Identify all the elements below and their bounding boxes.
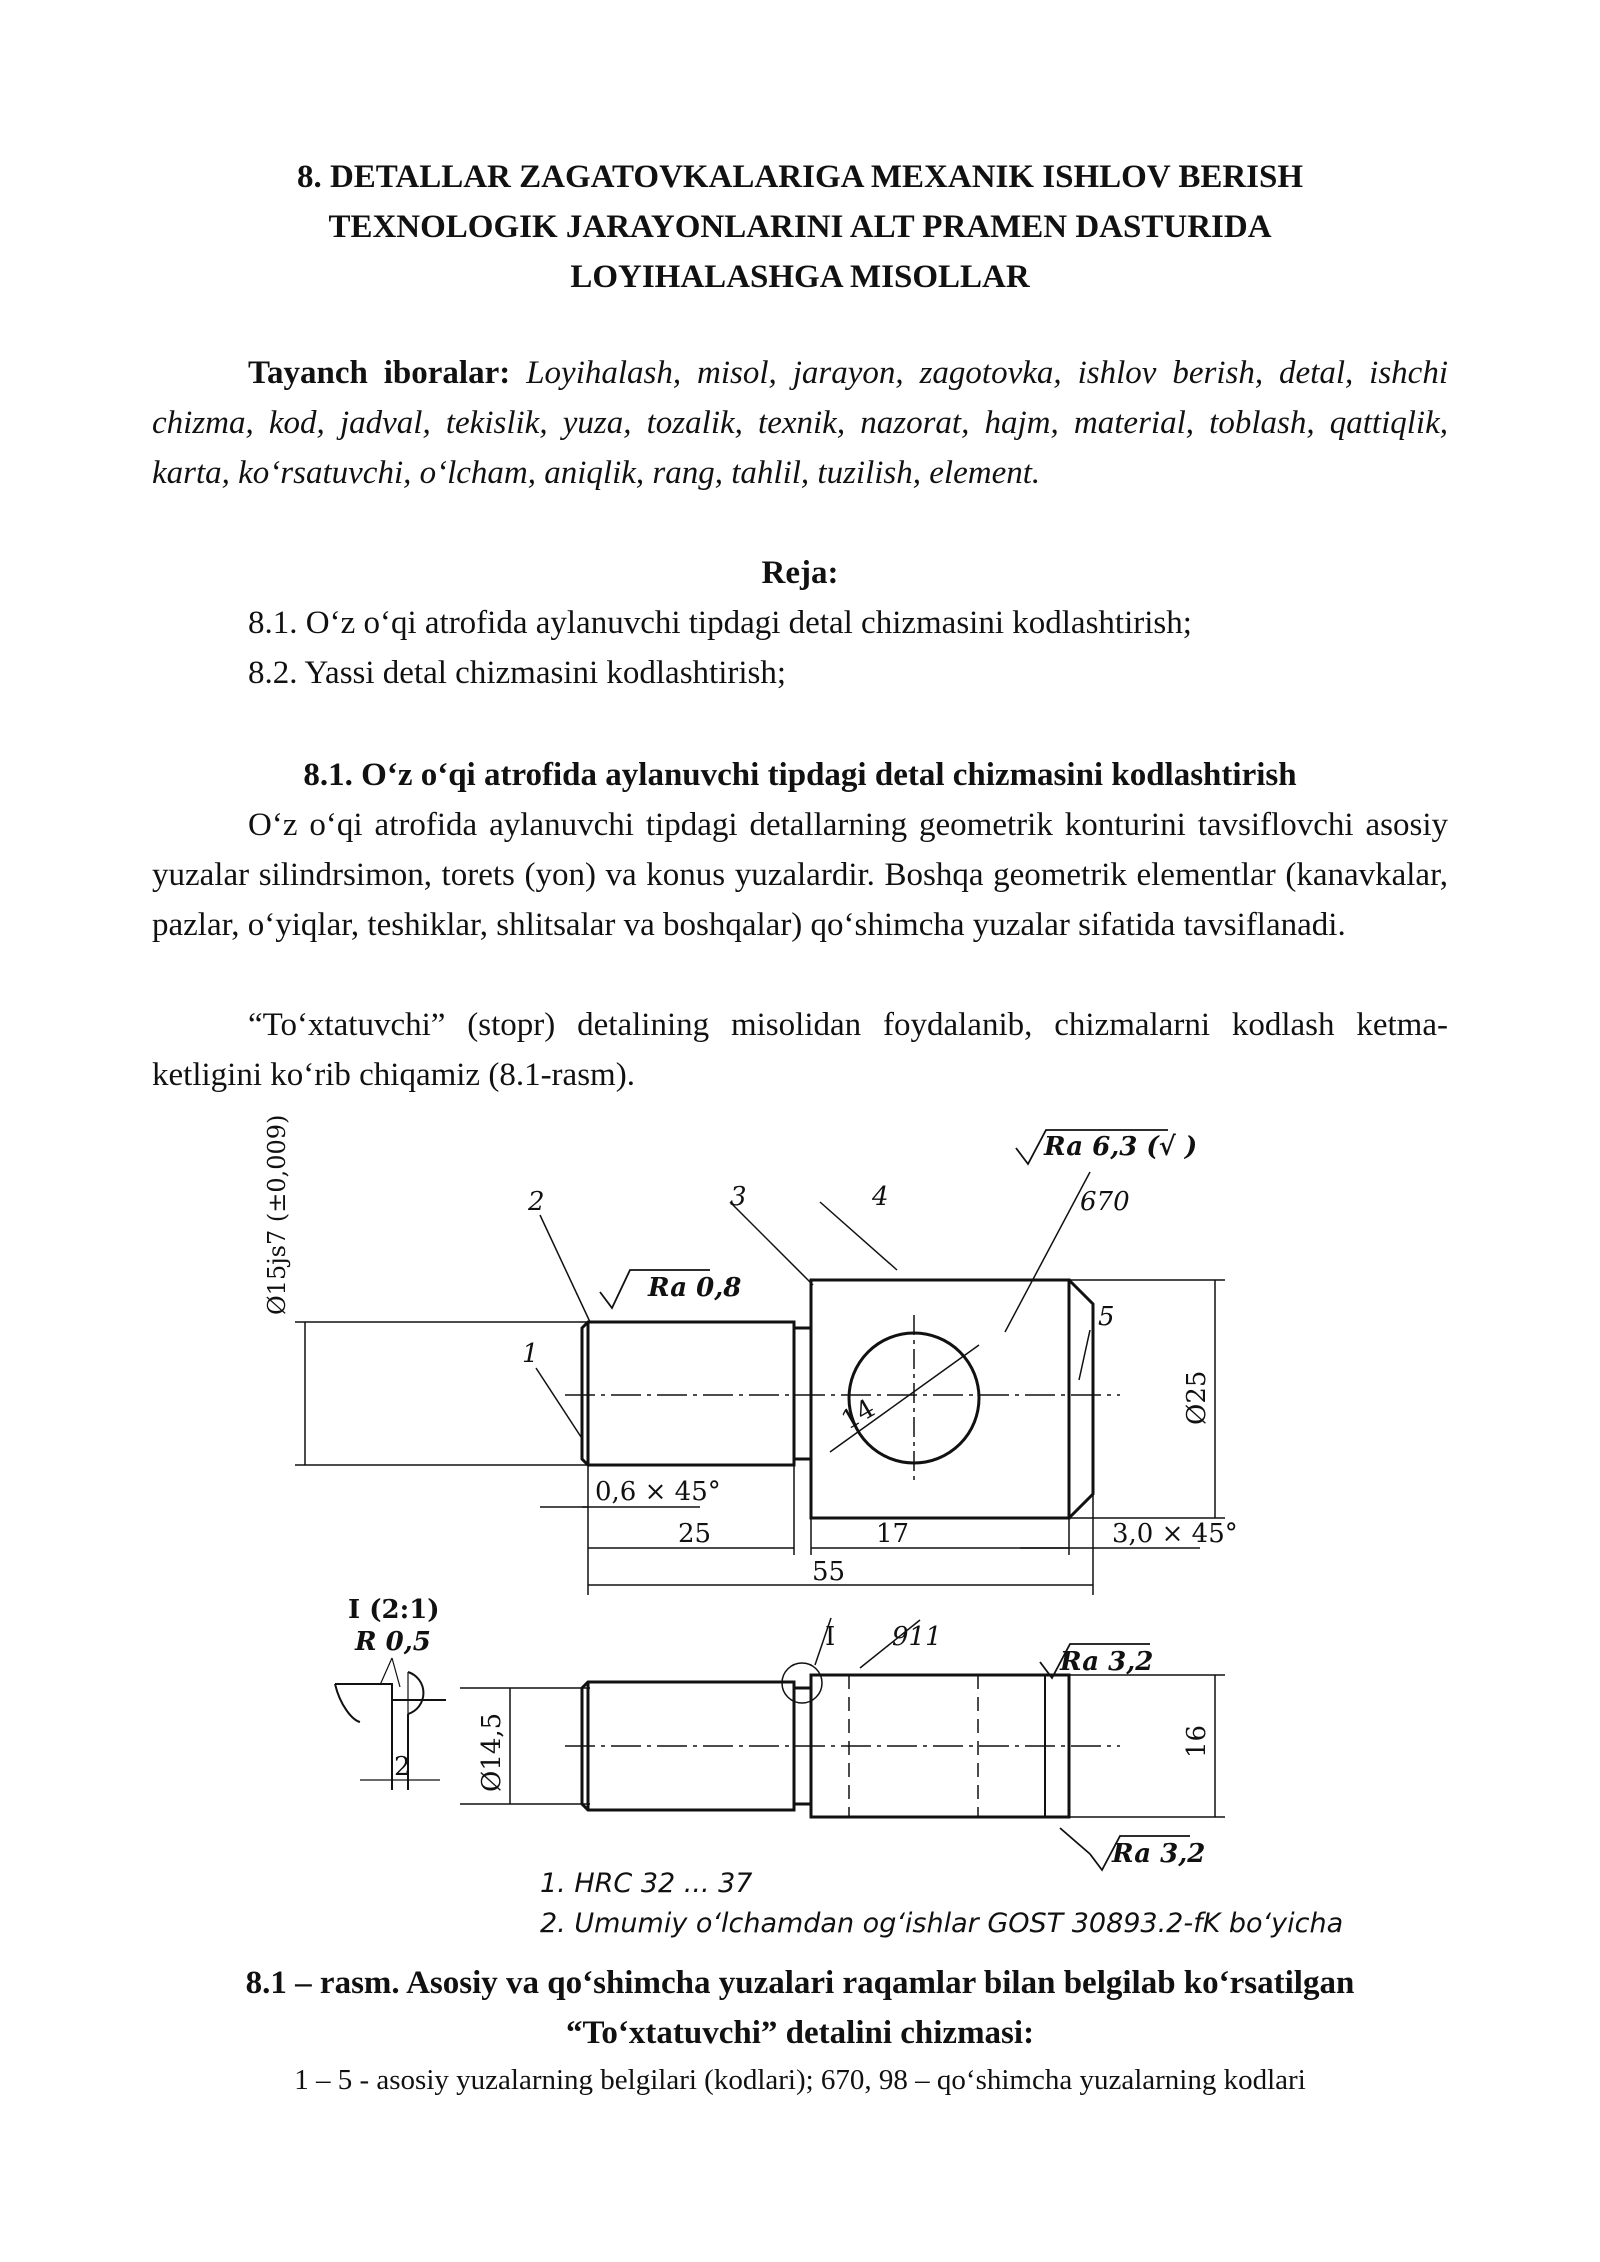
plan-item: 8.2. Yassi detal chizmasini kodlashtirish; <box>248 655 787 691</box>
code-911-label: 911 <box>892 1622 942 1652</box>
radius-14-label: 14 <box>836 1393 881 1437</box>
detail-mark-label: I <box>825 1622 836 1652</box>
detail-view <box>335 1658 446 1790</box>
dim-2-label: 2 <box>394 1752 411 1782</box>
detail-radius-label: R 0,5 <box>355 1627 431 1657</box>
surface-number-3: 3 <box>730 1182 747 1212</box>
surface-number-1: 1 <box>522 1339 539 1369</box>
figure-caption <box>152 1958 1448 2058</box>
dim-16-label: 16 <box>1182 1724 1212 1758</box>
dim-d15 <box>295 1322 590 1465</box>
chapter-title-line: TEXNOLOGIK JARAYONLARINI ALT PRAMEN DASTURIDA <box>328 209 1272 245</box>
keywords-text: Loyihalash, misol, jarayon, zagotovka, ishlov berish, detal, ishchi chizma, kod, jadval, tekislik, yuza, tozalik, texnik, nazorat, hajm, material, toblash, qattiqlik, karta, ko‘rsatuvchi, o‘lcham, aniqlik, rang, tahlil, tuzilish, element. <box>152 355 1449 491</box>
figure-note: 1 – 5 - asosiy yuzalarning belgilari (kodlari); 670, 98 – qo‘shimcha yuzalarning kodlari <box>294 2064 1306 2096</box>
ra-08-label: Ra 0,8 <box>648 1273 742 1303</box>
detail-title-label: I (2:1) <box>348 1595 440 1625</box>
dim-17-label: 17 <box>876 1519 910 1549</box>
chamfer-30-label: 3,0 × 45° <box>1112 1519 1238 1549</box>
technical-drawing <box>263 1110 1344 1960</box>
figure-caption-line: 8.1 – rasm. Asosiy va qo‘shimcha yuzalari raqamlar bilan belgilab ko‘rsatilgan <box>245 1965 1355 2001</box>
surface-number-5: 5 <box>1098 1302 1115 1332</box>
ra-32-label: Ra 3,2 <box>1060 1647 1154 1677</box>
diameter-15-label: Ø15js7 (±0,009) <box>263 1114 291 1315</box>
dim-55-label: 55 <box>812 1557 846 1587</box>
diameter-25-label: Ø25 <box>1182 1370 1212 1425</box>
note-1: 1. HRC 32 ... 37 <box>540 1868 753 1899</box>
keywords-label: Tayanch iboralar: <box>248 355 511 391</box>
ra-32-label: Ra 3,2 <box>1112 1839 1206 1869</box>
ra-top-label: Ra 6,3 (√ ) <box>1044 1132 1198 1162</box>
figure-caption-line: “To‘xtatuvchi” detalini chizmasi: <box>565 2015 1035 2051</box>
chamfer-06-label: 0,6 × 45° <box>595 1477 721 1507</box>
surface-number-2: 2 <box>528 1187 545 1217</box>
dim-25-label: 25 <box>678 1519 712 1549</box>
keywords-paragraph <box>152 348 1448 498</box>
chapter-title-line: 8. DETALLAR ZAGATOVKALARIGA MEXANIK ISHLOV BERISH <box>296 159 1304 195</box>
body-paragraph: O‘z o‘qi atrofida aylanuvchi tipdagi detallarning geometrik konturini tavsiflovchi asosiy yuzalar silindrsimon, torets (yon) va konus yuzalardir. Boshqa geometrik elementlar (kanavkalar, pazlar, o‘yiqlar, teshiklar, shlitsalar va boshqalar) qo‘shimcha yuzalar sifatida tavsiflanadi. <box>152 807 1448 943</box>
plan-item: 8.1. O‘z o‘qi atrofida aylanuvchi tipdagi detal chizmasini kodlashtirish; <box>248 605 1192 641</box>
code-670-label: 670 <box>1080 1187 1130 1217</box>
chapter-title <box>152 152 1448 302</box>
surface-number-4: 4 <box>872 1182 889 1212</box>
diameter-145-label: Ø14,5 <box>477 1712 507 1792</box>
chapter-title-line: LOYIHALASHGA MISOLLAR <box>570 259 1030 295</box>
note-2: 2. Umumiy o‘lchamdan og‘ishlar GOST 30893.2-fK bo‘yicha <box>540 1908 1344 1939</box>
body-paragraph: “To‘xtatuvchi” (stopr) detalining misolidan foydalanib, chizmalarni kodlash ketma-ketligini ko‘rib chiqamiz (8.1-rasm). <box>152 1007 1448 1093</box>
plan-heading: Reja: <box>761 555 839 591</box>
leader-lines <box>536 1172 1090 1440</box>
radius-line <box>830 1345 979 1452</box>
section-title: 8.1. O‘z o‘qi atrofida aylanuvchi tipdagi detal chizmasini kodlashtirish <box>303 757 1297 793</box>
